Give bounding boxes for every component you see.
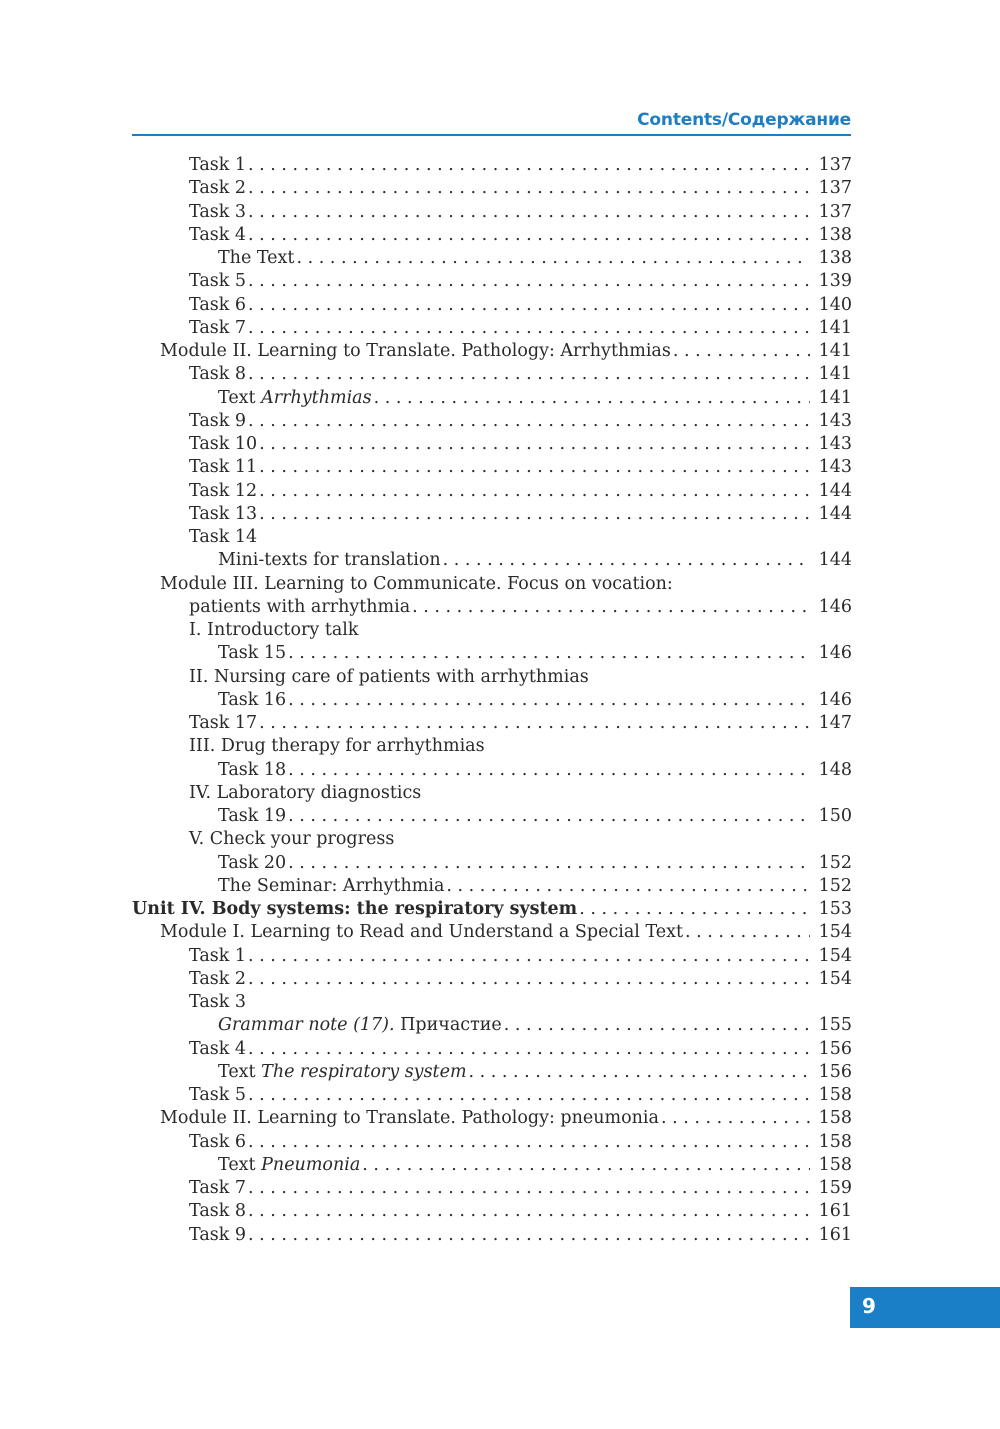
toc-page-number: 152 [818, 875, 852, 896]
toc-entry[interactable]: Task 2 . . . 137 [132, 177, 852, 200]
dot-leader [288, 689, 810, 712]
toc-unit-entry[interactable]: Unit IV. Body systems: the respiratory system . . . 153 [132, 898, 852, 921]
dot-leader [259, 712, 810, 735]
toc-entry[interactable]: Task 17 . . . 147 [132, 712, 852, 735]
dot-leader [288, 805, 810, 828]
toc-entry[interactable]: Task 20 . . . 152 [132, 852, 852, 875]
dot-leader [374, 387, 810, 410]
toc-page-number: 158 [818, 1131, 852, 1152]
toc-heading[interactable]: Task 3 [189, 992, 247, 1012]
toc-page-number: 152 [818, 852, 852, 873]
toc-entry[interactable]: Task 5 . . . 139 [132, 270, 852, 293]
dot-leader [673, 340, 810, 363]
toc-page-number: 139 [818, 271, 852, 292]
dot-leader [248, 224, 810, 247]
dot-leader [248, 1200, 810, 1223]
toc-entry[interactable]: Text The respiratory system . . . 156 [132, 1061, 852, 1084]
toc-page-number: 159 [818, 1178, 852, 1198]
toc-entry[interactable]: Task 6 . . . 158 [132, 1131, 852, 1154]
running-header [132, 108, 851, 136]
toc-heading[interactable]: Task 14 [189, 527, 258, 547]
header-title: Contents/Содержание [637, 110, 851, 130]
toc-page-number: 146 [818, 643, 852, 664]
toc-entry[interactable]: Task 7 . . . 159 [132, 1177, 852, 1200]
toc-heading[interactable]: V. Check your progress [189, 829, 395, 850]
toc-module-entry[interactable]: Module II. Learning to Translate. Pathology: Arrhythmias . . . 141 [132, 340, 852, 363]
toc-page-number: 137 [818, 178, 852, 199]
dot-leader [248, 201, 810, 224]
toc-page-number: 143 [818, 410, 852, 431]
dot-leader [248, 154, 810, 177]
toc-page-number: 158 [818, 1108, 852, 1129]
dot-leader [248, 363, 810, 386]
toc-page-number: 138 [818, 248, 852, 268]
dot-leader [446, 875, 810, 898]
dot-leader [288, 852, 810, 875]
dot-leader [259, 503, 810, 526]
dot-leader [443, 549, 810, 572]
dot-leader [296, 247, 810, 270]
toc-entry[interactable]: Task 8 . . . 141 [132, 363, 852, 386]
toc-entry[interactable]: The Seminar: Arrhythmia . . . 152 [132, 875, 852, 898]
dot-leader [579, 898, 810, 921]
toc-module-entry[interactable]: Module II. Learning to Translate. Pathology: pneumonia . . . 158 [132, 1107, 852, 1130]
toc-page-number: 141 [818, 341, 852, 361]
toc-entry[interactable]: Text Pneumonia . . . 158 [132, 1154, 852, 1177]
dot-leader [248, 1131, 810, 1154]
dot-leader [248, 1038, 810, 1061]
dot-leader [248, 968, 810, 991]
toc-entry[interactable]: Task 10 . . . 143 [132, 433, 852, 456]
toc-entry[interactable]: Task 2 . . . 154 [132, 968, 852, 991]
toc-heading[interactable]: I. Introductory talk [189, 620, 359, 640]
toc-entry[interactable]: Task 16 . . . 146 [132, 689, 852, 712]
dot-leader [248, 317, 810, 340]
toc-page-number: 156 [818, 1038, 852, 1059]
toc-page-number: 154 [818, 922, 852, 943]
dot-leader [248, 294, 810, 317]
dot-leader [248, 1177, 810, 1200]
toc-entry[interactable]: Task 9 . . . 161 [132, 1224, 852, 1247]
dot-leader [248, 1084, 810, 1107]
toc-page-number: 138 [818, 224, 852, 245]
toc-entry[interactable]: Task 3 . . . 137 [132, 201, 852, 224]
dot-leader [685, 921, 810, 944]
toc-page-number: 146 [818, 596, 852, 617]
dot-leader [288, 759, 810, 782]
dot-leader [469, 1061, 810, 1084]
toc-page-number: 154 [818, 968, 852, 989]
toc-entry[interactable]: Grammar note (17). Причастие . . . 155 [132, 1014, 852, 1037]
toc-page-number: 154 [818, 945, 852, 966]
toc-page-number: 140 [818, 294, 852, 315]
toc-heading[interactable]: III. Drug therapy for arrhythmias [189, 736, 485, 757]
dot-leader [248, 270, 810, 293]
toc-page-number: 148 [818, 759, 852, 780]
toc-entry[interactable]: Task 7 . . . 141 [132, 317, 852, 340]
toc-page-number: 158 [818, 1085, 852, 1105]
toc-entry[interactable]: Task 4 . . . 138 [132, 224, 852, 247]
toc-entry[interactable]: Task 18 . . . 148 [132, 759, 852, 782]
dot-leader [259, 433, 810, 456]
toc-entry[interactable]: Task 1 . . . 137 [132, 154, 852, 177]
page-number: 9 [862, 1294, 876, 1318]
dot-leader [259, 456, 810, 479]
toc-entry[interactable]: Task 9 . . . 143 [132, 410, 852, 433]
toc-module-entry[interactable]: Module I. Learning to Read and Understand a Special Text . . . 154 [132, 921, 852, 944]
toc-page-number: 144 [818, 550, 852, 571]
toc-entry[interactable]: Mini-texts for translation . . . 144 [132, 549, 852, 572]
dot-leader [248, 410, 810, 433]
toc-entry[interactable]: Task 5 . . . 158 [132, 1084, 852, 1107]
toc-page-number: 147 [818, 713, 852, 733]
dot-leader [504, 1014, 810, 1037]
toc-page-number: 161 [818, 1201, 852, 1222]
toc-page-number: 153 [818, 899, 852, 919]
toc-entry[interactable]: Task 12 . . . 144 [132, 480, 852, 503]
toc-heading[interactable]: IV. Laboratory diagnostics [189, 782, 422, 803]
toc-entry[interactable]: Task 6 . . . 140 [132, 294, 852, 317]
toc-page-number: 143 [818, 434, 852, 454]
dot-leader [412, 596, 810, 619]
toc-entry[interactable]: Text Arrhythmias . . . 141 [132, 387, 852, 410]
toc-page-number: 150 [818, 806, 852, 826]
toc-page-number: 155 [818, 1015, 852, 1036]
toc-entry[interactable]: Task 15 . . . 146 [132, 642, 852, 665]
toc-entry[interactable]: Task 19 . . . 150 [132, 805, 852, 828]
toc-page-number: 141 [818, 387, 852, 408]
table-of-contents [132, 154, 852, 1247]
toc-page-number: 156 [818, 1061, 852, 1082]
toc-entry[interactable]: Task 8 . . . 161 [132, 1200, 852, 1223]
toc-page-number: 137 [818, 201, 852, 222]
toc-page-number: 146 [818, 689, 852, 710]
toc-page-number: 158 [818, 1154, 852, 1175]
dot-leader [248, 177, 810, 200]
toc-page-number: 137 [818, 155, 852, 175]
toc-entry[interactable]: Task 1 . . . 154 [132, 945, 852, 968]
toc-module-heading[interactable]: Module III. Learning to Communicate. Focus on vocation: [160, 573, 673, 594]
toc-page-number: 161 [818, 1224, 852, 1245]
toc-page-number: 141 [818, 317, 852, 338]
toc-entry[interactable]: patients with arrhythmia . . . 146 [132, 596, 852, 619]
toc-page-number: 144 [818, 480, 852, 501]
dot-leader [362, 1154, 810, 1177]
toc-entry[interactable]: Task 4 . . . 156 [132, 1038, 852, 1061]
dot-leader [288, 642, 810, 665]
dot-leader [259, 480, 810, 503]
dot-leader [661, 1107, 810, 1130]
toc-entry[interactable]: Task 11 . . . 143 [132, 456, 852, 479]
toc-entry[interactable]: Task 13 . . . 144 [132, 503, 852, 526]
toc-heading[interactable]: II. Nursing care of patients with arrhythmias [189, 666, 589, 687]
toc-page-number: 141 [818, 364, 852, 385]
dot-leader [248, 1224, 810, 1247]
dot-leader [248, 945, 810, 968]
toc-page-number: 143 [818, 457, 852, 478]
toc-page-number: 144 [818, 503, 852, 524]
toc-entry[interactable]: The Text . . . 138 [132, 247, 852, 270]
